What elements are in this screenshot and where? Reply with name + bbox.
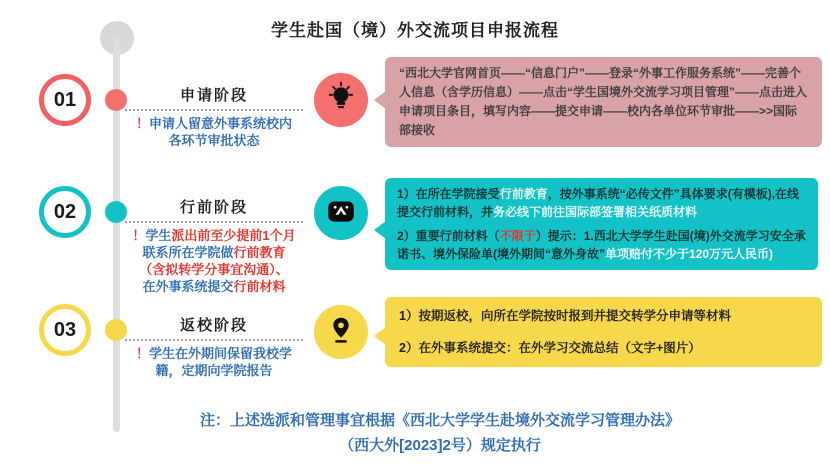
footer-note-line-2: （西大外[2023]2号）规定执行 — [339, 437, 541, 454]
stage1-info-box: “西北大学官网首页——“信息门户”——登录“外事工作服务系统”——完善个人信息（含学历信息）——点击“学生国境外交流学习项目管理”——点击进入申请项目条目，填写内容——提交申请——校内各单位环节审批——>>国际部接收 — [385, 57, 822, 147]
stage1-divider — [125, 109, 303, 111]
stage3-title: 返校阶段 — [179, 317, 248, 334]
page-title: 学生赴国（境）外交流项目申报流程 — [271, 21, 559, 40]
stage1-title: 申请阶段 — [179, 87, 248, 104]
stage3-box-line-2: 2）在外事系统提交：在外学习交流总结（文字+图片） — [399, 341, 701, 355]
stage2-box-paragraph-1: 1）在所在学院接受行前教育，按外事系统“必传文件”具体要求(有模板),在线提交行前材料，并务必线下前往国际部签署相关纸质材料 — [397, 187, 800, 219]
stage2-note: ！学生派出前至少提前1个月 联系所在学院做行前教育 （含拟转学分事宜沟通）、 在外事系统提交行前材料 — [132, 228, 296, 294]
stage3-info-box — [385, 297, 822, 367]
location-pin-icon — [324, 313, 358, 352]
stage1-icon-circle — [314, 73, 368, 127]
stage1-number-badge: 01 — [39, 74, 91, 126]
stage3-note: ！学生在外期间保留我校学 籍，定期向学院报告 — [135, 346, 293, 378]
timeline-dot-stage2 — [105, 201, 127, 223]
stage2-title: 行前阶段 — [179, 199, 248, 216]
timeline-dot-stage3 — [105, 319, 127, 341]
compass-app-icon — [324, 194, 358, 233]
lightbulb-icon — [324, 81, 358, 120]
stage2-divider — [125, 221, 303, 223]
footer-note — [70, 408, 810, 458]
stage1-block — [125, 84, 303, 149]
footer-note-line-1: 注：上述选派和管理事宜根据《西北大学学生赴境外交流学习管理办法》 — [199, 412, 680, 429]
stage3-block — [125, 314, 303, 379]
stage1-note: ！申请人留意外事系统校内 各环节审批状态 — [135, 116, 293, 148]
stage2-block — [125, 196, 303, 295]
stage2-info-box — [385, 178, 818, 270]
stage2-number-badge: 02 — [39, 186, 91, 238]
stage2-box-paragraph-2: 2）重要行前材料（不限于）提示：1.西北大学学生赴国(境)外交流学习安全承诺书、境外保险单(境外期间“意外身故”单项赔付不少于120万元人民币) — [397, 229, 806, 261]
stage3-divider — [125, 339, 303, 341]
stage2-icon-circle — [314, 186, 368, 240]
stage3-number-badge: 03 — [39, 304, 91, 356]
stage3-box-line-1: 1）按期返校，向所在学院按时报到并提交转学分申请等材料 — [399, 309, 731, 323]
timeline-dot-stage1 — [105, 89, 127, 111]
stage3-icon-circle — [314, 305, 368, 359]
